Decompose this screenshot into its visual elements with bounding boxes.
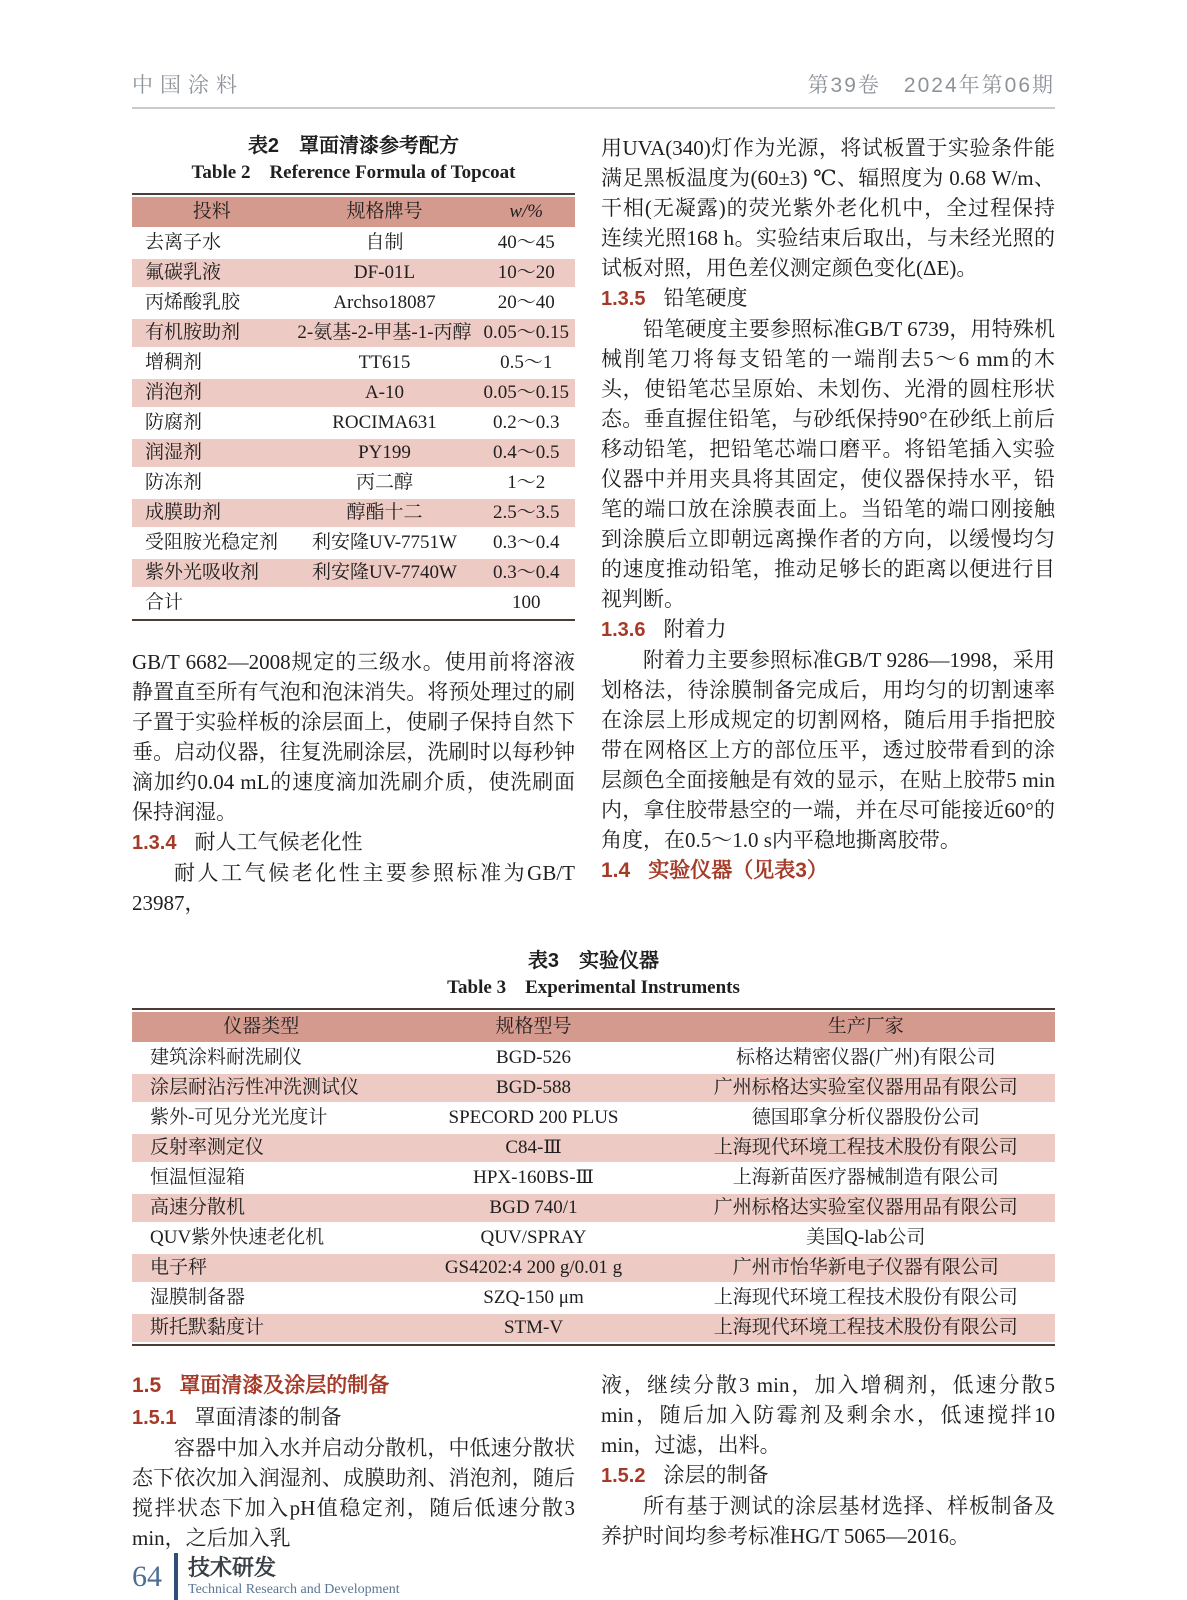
table-cell: 恒温恒湿箱: [150, 1167, 246, 1188]
section-title: 涂层的制备: [663, 1463, 769, 1487]
table-row: [132, 499, 575, 527]
table2: [132, 193, 575, 621]
table-row: [132, 289, 575, 317]
table-row: [132, 439, 575, 467]
table-cell: 20～40: [497, 292, 555, 313]
table-cell: DF-01L: [291, 259, 477, 287]
table-row: [132, 229, 575, 257]
table-row: [132, 1164, 1055, 1192]
left-column: [132, 133, 575, 918]
section-number: 1.3.6: [601, 619, 646, 641]
table-cell: QUV紫外快速老化机: [150, 1227, 325, 1248]
paragraph-washresist-cont: GB/T 6682—2008规定的三级水。使用前将溶液静置直至所有气泡和泡沫消失。将预处理过的刷子置于实验样板的涂层面上，使刷子保持自然下垂。启动仪器，往复洗刷涂层，洗刷时以每秒钟滴加约0.04 mL的速度滴加洗刷介质，使洗刷面保持润湿。: [132, 650, 575, 824]
running-head: [132, 74, 1055, 109]
table-row: [132, 409, 575, 437]
section-title: 罩面清漆及涂层的制备: [179, 1374, 390, 1397]
table-cell: [291, 589, 477, 617]
table3-body: [132, 1044, 1055, 1342]
table-cell: 德国耶拿分析仪器股份公司: [751, 1107, 980, 1128]
table-row: [132, 1254, 1055, 1282]
bottom-left-column: [132, 1370, 575, 1553]
paragraph-topcoat-prep-cont: 液，继续分散3 min，加入增稠剂，低速分散5 min，随后加入防霉剂及剩余水，低速搅拌10 min，过滤，出料。: [601, 1373, 1055, 1457]
table-row: [132, 1044, 1055, 1072]
table2-col-material: 投料: [132, 197, 291, 227]
table-cell: 1～2: [507, 472, 546, 493]
table3-title-cn: 表3 实验仪器: [527, 950, 660, 972]
paragraph-weathering-start: 耐人工气候老化性主要参照标准为GB/T 23987，: [132, 861, 575, 915]
table-cell: 0.05～0.15: [478, 319, 575, 347]
table-cell: 紫外-可见分光光度计: [150, 1107, 328, 1128]
table-row: [132, 1104, 1055, 1132]
table-cell: 0.2～0.3: [493, 412, 560, 433]
section-number: 1.5: [132, 1374, 162, 1397]
table-cell: 广州标格达实验室仪器用品有限公司: [677, 1194, 1055, 1222]
table-cell: 2.5～3.5: [478, 499, 575, 527]
section-title: 铅笔硬度: [663, 286, 748, 310]
table-cell: 紫外光吸收剂: [132, 559, 291, 587]
page-number: 64: [132, 1560, 162, 1593]
section-heading-1-5-1: [132, 1402, 575, 1433]
table-row: [132, 529, 575, 557]
footer-section-en: Technical Research and Development: [188, 1582, 400, 1597]
table3-col-manufacturer: 生产厂家: [677, 1012, 1055, 1042]
table-cell: 利安隆UV-7751W: [312, 532, 457, 553]
table-cell: 斯托默黏度计: [132, 1314, 390, 1342]
section-heading-1-4: [601, 855, 1055, 887]
table-row: [132, 1194, 1055, 1222]
table-cell: 0.3～0.4: [478, 559, 575, 587]
table2-body: [132, 229, 575, 617]
section-title: 耐人工气候老化性: [194, 830, 363, 854]
table-cell: ROCIMA631: [332, 412, 437, 433]
table-cell: 0.3～0.4: [493, 532, 560, 553]
table-cell: 上海新苗医疗器械制造有限公司: [732, 1167, 999, 1188]
bottom-section: [132, 1370, 1055, 1553]
table-cell: 自制: [365, 232, 404, 253]
paragraph-weathering-cont: 用UVA(340)灯作为光源，将试板置于实验条件能满足黑板温度为(60±3) ℃、辐照度为 0.68 W/m、干相(无凝露)的荧光紫外老化机中，全过程保持连续光照168 h。实验结束后取出，与未经光照的试板对照，用色差仪测定颜色变化(ΔE)。: [601, 136, 1055, 280]
table-cell: 受阻胺光稳定剂: [145, 532, 279, 553]
table-row: [132, 1074, 1055, 1102]
table-header-row: [132, 197, 575, 227]
table-cell: 2-氨基-2-甲基-1-丙醇: [291, 319, 477, 347]
table-cell: 上海现代环境工程技术股份有限公司: [677, 1314, 1055, 1342]
section-number: 1.5.2: [601, 1465, 646, 1487]
table-row: [132, 1314, 1055, 1342]
table-cell: 广州市怡华新电子仪器有限公司: [677, 1254, 1055, 1282]
table-cell: 反射率测定仪: [132, 1134, 390, 1162]
table-cell: HPX-160BS-Ⅲ: [473, 1167, 594, 1188]
table-cell: 合计: [145, 592, 184, 613]
table-row: [132, 1134, 1055, 1162]
table-cell: 润湿剂: [132, 439, 291, 467]
table-cell: 有机胺助剂: [132, 319, 291, 347]
bottom-right-column: [601, 1370, 1055, 1553]
right-column: [601, 133, 1055, 918]
table3: [132, 1008, 1055, 1346]
table-cell: BGD 740/1: [390, 1194, 676, 1222]
table3-head: [132, 1012, 1055, 1042]
table-cell: 高速分散机: [132, 1194, 390, 1222]
table-cell: 丙烯酸乳胶: [145, 292, 241, 313]
section-number: 1.3.4: [132, 832, 177, 854]
table-row: [132, 319, 575, 347]
section-number: 1.4: [601, 859, 631, 882]
table-cell: 氟碳乳液: [132, 259, 291, 287]
section-number: 1.5.1: [132, 1407, 177, 1429]
table-cell: 100: [512, 592, 541, 613]
footer-section-cn: 技术研发: [188, 1555, 277, 1580]
table-cell: 电子秤: [132, 1254, 390, 1282]
table2-col-spec: 规格牌号: [291, 197, 477, 227]
table-cell: 防腐剂: [145, 412, 203, 433]
table-cell: 增稠剂: [145, 352, 203, 373]
table-cell: BGD-526: [496, 1047, 571, 1068]
table-cell: 利安隆UV-7740W: [291, 559, 477, 587]
table-cell: 标格达精密仪器(广州)有限公司: [735, 1047, 996, 1068]
section-heading-1-3-5: [601, 283, 1055, 314]
table-cell: 成膜助剂: [132, 499, 291, 527]
table-cell: 10～20: [478, 259, 575, 287]
table-cell: A-10: [291, 379, 477, 407]
table3-title-en: Table 3 Experimental Instruments: [447, 977, 740, 998]
table-cell: 广州标格达实验室仪器用品有限公司: [677, 1074, 1055, 1102]
section-number: 1.3.5: [601, 288, 646, 310]
table2-title-cn: 表2 罩面清漆参考配方: [247, 135, 460, 157]
page-footer: [132, 1553, 1055, 1600]
table-cell: 美国Q-lab公司: [806, 1227, 926, 1248]
table-cell: 涂层耐沾污性冲洗测试仪: [132, 1074, 390, 1102]
table-cell: GS4202:4 200 g/0.01 g: [390, 1254, 676, 1282]
section-heading-1-3-4: [132, 827, 575, 858]
section-title: 罩面清漆的制备: [194, 1405, 342, 1429]
table-cell: 建筑涂料耐洗刷仪: [150, 1047, 303, 1068]
table-cell: STM-V: [390, 1314, 676, 1342]
table-row: [132, 349, 575, 377]
paragraph-coating-prep: 所有基于测试的涂层基材选择、样板制备及养护时间均参考标准HG/T 5065—2016。: [601, 1494, 1055, 1548]
table-cell: QUV/SPRAY: [480, 1227, 587, 1248]
table-cell: SZQ-150 μm: [483, 1287, 584, 1308]
table-cell: 消泡剂: [132, 379, 291, 407]
table-cell: PY199: [291, 439, 477, 467]
table-row: [132, 379, 575, 407]
table-cell: 上海现代环境工程技术股份有限公司: [713, 1287, 1018, 1308]
table3-col-model: 规格型号: [390, 1012, 676, 1042]
table3-col-instrument: 仪器类型: [132, 1012, 390, 1042]
table-row: [132, 259, 575, 287]
paragraph-adhesion: 附着力主要参照标准GB/T 9286—1998，采用划格法，待涂膜制备完成后，用均匀的切割速率在涂层上形成规定的切割网格，随后用手指把胶带在网格区上方的部位压平，透过胶带看到的涂层颜色全面接触是有效的显示，在贴上胶带5 min内，拿住胶带悬空的一端，并在尽可能接近60°的角度，在0.5～1.0 s内平稳地撕离胶带。: [601, 648, 1055, 852]
table-row: [132, 469, 575, 497]
table-cell: 防冻剂: [145, 472, 203, 493]
table3-section: [132, 948, 1055, 1346]
footer-divider-bar: [174, 1553, 178, 1600]
section-heading-1-5: [132, 1370, 575, 1402]
table-cell: 0.5～1: [500, 352, 553, 373]
table-cell: C84-Ⅲ: [390, 1134, 676, 1162]
section-title: 附着力: [663, 617, 727, 641]
table-cell: SPECORD 200 PLUS: [448, 1107, 619, 1128]
table-cell: 40～45: [497, 232, 555, 253]
section-heading-1-5-2: [601, 1460, 1055, 1491]
top-section: [132, 133, 1055, 918]
table2-col-wpct: w/%: [478, 197, 575, 227]
table2-head: [132, 197, 575, 227]
journal-title: 中国涂料: [132, 74, 244, 97]
footer-section-block: [188, 1555, 400, 1599]
table-cell: 0.05～0.15: [478, 379, 575, 407]
table-cell: 醇酯十二: [291, 499, 477, 527]
paragraph-pencil-hardness: 铅笔硬度主要参照标准GB/T 6739，用特殊机械削笔刀将每支铅笔的一端削去5～6 mm的木头，使铅笔芯呈原始、未划伤、光滑的圆柱形状态。垂直握住铅笔，与砂纸保持90°在砂纸上前后移动铅笔，把铅笔芯端口磨平。将铅笔插入实验仪器中并用夹具将其固定，使仪器保持水平，铅笔的端口放在涂膜表面上。当铅笔的端口刚接触到涂膜后立即朝远离操作者的方向，以缓慢均匀的速度推动铅笔，推动足够长的距离以便进行目视判断。: [601, 317, 1055, 611]
paragraph-topcoat-prep: 容器中加入水并启动分散机，中低速分散状态下依次加入润湿剂、成膜助剂、消泡剂，随后搅拌状态下加入pH值稳定剂，随后低速分散3 min，之后加入乳: [132, 1436, 575, 1550]
section-heading-1-3-6: [601, 614, 1055, 645]
table-row: [132, 1284, 1055, 1312]
table-cell: 去离子水: [145, 232, 222, 253]
table-cell: 0.4～0.5: [478, 439, 575, 467]
table-cell: 丙二醇: [355, 472, 413, 493]
table-row: [132, 559, 575, 587]
table-row: [132, 589, 575, 617]
table-cell: 上海现代环境工程技术股份有限公司: [677, 1134, 1055, 1162]
volume-issue: 第39卷 2024年第06期: [807, 74, 1055, 97]
table-cell: Archso18087: [333, 292, 436, 313]
section-title: 实验仪器（见表3）: [648, 859, 828, 882]
table-cell: TT615: [358, 352, 411, 373]
table2-title-en: Table 2 Reference Formula of Topcoat: [191, 162, 516, 183]
table-row: [132, 1224, 1055, 1252]
table-header-row: [132, 1012, 1055, 1042]
table-cell: 湿膜制备器: [150, 1287, 246, 1308]
table-cell: BGD-588: [390, 1074, 676, 1102]
